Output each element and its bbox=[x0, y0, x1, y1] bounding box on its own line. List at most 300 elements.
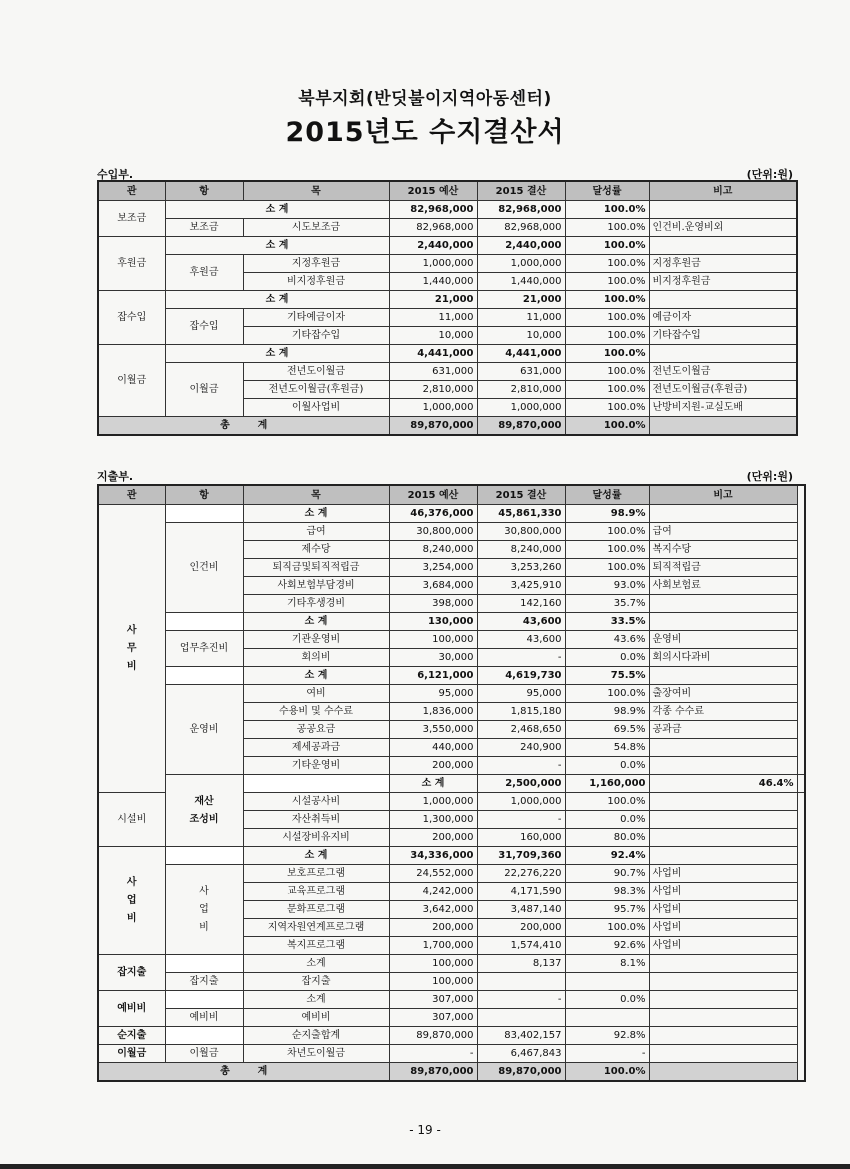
mok-cell: 비지정후원금 bbox=[243, 273, 389, 291]
budget-cell: 1,000,000 bbox=[389, 793, 477, 811]
rate-cell: 100.0% bbox=[565, 523, 649, 541]
result-cell bbox=[477, 1009, 565, 1027]
subtotal-label: 소 계 bbox=[165, 201, 389, 219]
result-cell: 83,402,157 bbox=[477, 1027, 565, 1045]
rate-cell: 90.7% bbox=[565, 865, 649, 883]
result-cell: 11,000 bbox=[477, 309, 565, 327]
total-rate: 100.0% bbox=[565, 417, 649, 436]
note-cell bbox=[649, 973, 797, 991]
note-cell: 사업비 bbox=[649, 883, 797, 901]
subtotal-budget: 34,336,000 bbox=[389, 847, 477, 865]
subtotal-label: 소 계 bbox=[165, 291, 389, 309]
table-row bbox=[98, 255, 797, 273]
rate-cell: 100.0% bbox=[565, 381, 649, 399]
total-label-a: 총 bbox=[220, 420, 230, 431]
note-cell bbox=[797, 775, 805, 793]
subtotal-budget: 130,000 bbox=[389, 613, 477, 631]
result-cell: 3,487,140 bbox=[477, 901, 565, 919]
total-label-b: 계 bbox=[257, 1066, 268, 1077]
rate-cell bbox=[565, 973, 649, 991]
budget-cell: 200,000 bbox=[389, 829, 477, 847]
mok-cell: 사회보험부담경비 bbox=[243, 577, 389, 595]
net-expense-row bbox=[98, 1027, 805, 1045]
mok-cell: 기타운영비 bbox=[243, 757, 389, 775]
note-cell bbox=[649, 757, 797, 775]
total-budget: 89,870,000 bbox=[389, 417, 477, 436]
subtotal-rate: 8.1% bbox=[565, 955, 649, 973]
rate-cell bbox=[565, 1009, 649, 1027]
subtotal-budget: 307,000 bbox=[389, 991, 477, 1009]
rate-cell: 100.0% bbox=[565, 255, 649, 273]
col-budget: 2015 예산 bbox=[389, 181, 477, 201]
col-result: 2015 결산 bbox=[477, 181, 565, 201]
note-cell bbox=[649, 1045, 797, 1063]
rate-cell: 95.7% bbox=[565, 901, 649, 919]
table-row bbox=[98, 667, 805, 685]
rate-cell: 54.8% bbox=[565, 739, 649, 757]
note-cell: 인건비.운영비외 bbox=[649, 219, 797, 237]
income-header-row bbox=[98, 181, 797, 201]
note-cell bbox=[649, 829, 797, 847]
hang-cell: 운영비 bbox=[165, 685, 243, 775]
mok-cell: 수용비 및 수수료 bbox=[243, 703, 389, 721]
mok-cell: 기타예금이자 bbox=[243, 309, 389, 327]
col-gwan: 관 bbox=[98, 181, 165, 201]
income-total-row bbox=[98, 417, 797, 436]
subtotal-rate: 75.5% bbox=[565, 667, 649, 685]
note-cell bbox=[649, 291, 797, 309]
subtotal-budget: 46,376,000 bbox=[389, 505, 477, 523]
mok-cell: 시설공사비 bbox=[243, 793, 389, 811]
hang-char: 업 bbox=[199, 903, 209, 915]
subtotal-rate: 100.0% bbox=[565, 291, 649, 309]
note-cell: 비지정후원금 bbox=[649, 273, 797, 291]
note-cell bbox=[649, 417, 797, 436]
rate-cell: 100.0% bbox=[565, 541, 649, 559]
subtotal-rate: 0.0% bbox=[565, 991, 649, 1009]
gwan-cell bbox=[98, 847, 165, 955]
budget-cell: 1,700,000 bbox=[389, 937, 477, 955]
note-cell bbox=[649, 345, 797, 363]
total-label-a: 총 bbox=[220, 1066, 230, 1077]
budget-cell: 3,642,000 bbox=[389, 901, 477, 919]
gwan-cell: 잡지출 bbox=[98, 955, 165, 991]
budget-cell: 200,000 bbox=[389, 919, 477, 937]
document-title: 2015년도 수지결산서 bbox=[285, 117, 565, 148]
expense-section-label: 지출부. bbox=[97, 470, 134, 483]
expense-header-row bbox=[98, 485, 805, 505]
note-cell: 운영비 bbox=[649, 631, 797, 649]
gwan-cell: 예비비 bbox=[98, 991, 165, 1027]
mok-cell: 교육프로그램 bbox=[243, 883, 389, 901]
note-cell bbox=[649, 1063, 797, 1082]
mok-cell: 복지프로그램 bbox=[243, 937, 389, 955]
note-cell: 회의시다과비 bbox=[649, 649, 797, 667]
total-label bbox=[98, 417, 389, 436]
budget-cell: 24,552,000 bbox=[389, 865, 477, 883]
col-rate: 달성률 bbox=[565, 485, 649, 505]
subtotal-result: 31,709,360 bbox=[477, 847, 565, 865]
subtotal-result: - bbox=[477, 991, 565, 1009]
note-cell: 사업비 bbox=[649, 937, 797, 955]
subtotal-label: 소 계 bbox=[165, 345, 389, 363]
table-row bbox=[98, 613, 805, 631]
mok-cell: 문화프로그램 bbox=[243, 901, 389, 919]
budget-cell: 440,000 bbox=[389, 739, 477, 757]
result-cell: 95,000 bbox=[477, 685, 565, 703]
budget-cell: 398,000 bbox=[389, 595, 477, 613]
subtotal-result: 45,861,330 bbox=[477, 505, 565, 523]
mok-cell: 공공요금 bbox=[243, 721, 389, 739]
gwan-cell: 이월금 bbox=[98, 345, 165, 417]
hang-cell bbox=[165, 505, 243, 523]
gwan-char: 비 bbox=[126, 912, 137, 924]
hang-cell bbox=[165, 613, 243, 631]
expense-unit-label: (단위:원) bbox=[746, 470, 793, 483]
subtotal-budget: 2,440,000 bbox=[389, 237, 477, 255]
table-row bbox=[98, 237, 797, 255]
budget-cell: 30,000 bbox=[389, 649, 477, 667]
result-cell: 43,600 bbox=[477, 631, 565, 649]
col-gwan: 관 bbox=[98, 485, 165, 505]
table-row bbox=[98, 973, 805, 991]
table-row bbox=[98, 1009, 805, 1027]
subtotal-rate: 100.0% bbox=[565, 345, 649, 363]
hang-cell: 보조금 bbox=[165, 219, 243, 237]
result-cell: 1,815,180 bbox=[477, 703, 565, 721]
hang-cell: 후원금 bbox=[165, 255, 243, 291]
subtotal-label: 소 계 bbox=[243, 505, 389, 523]
gwan-char: 무 bbox=[126, 642, 137, 654]
table-row bbox=[98, 523, 805, 541]
gwan-char: 업 bbox=[126, 894, 137, 906]
rate-cell: 98.3% bbox=[565, 883, 649, 901]
subtotal-result: 21,000 bbox=[477, 291, 565, 309]
subtotal-result: 2,440,000 bbox=[477, 237, 565, 255]
note-cell bbox=[649, 595, 797, 613]
mok-cell: 이월사업비 bbox=[243, 399, 389, 417]
budget-cell: 11,000 bbox=[389, 309, 477, 327]
table-row bbox=[98, 865, 805, 883]
total-label bbox=[98, 1063, 389, 1082]
hang-cell: 잡수입 bbox=[165, 309, 243, 345]
budget-cell: 100,000 bbox=[389, 973, 477, 991]
col-rate: 달성률 bbox=[565, 181, 649, 201]
budget-cell: 3,684,000 bbox=[389, 577, 477, 595]
note-cell bbox=[649, 847, 797, 865]
mok-cell: 차년도이월금 bbox=[243, 1045, 389, 1063]
note-cell: 예금이자 bbox=[649, 309, 797, 327]
budget-cell: 1,836,000 bbox=[389, 703, 477, 721]
note-cell: 급여 bbox=[649, 523, 797, 541]
result-cell bbox=[477, 973, 565, 991]
rate-cell: 100.0% bbox=[565, 399, 649, 417]
note-cell bbox=[649, 201, 797, 219]
col-hang: 항 bbox=[165, 181, 243, 201]
gwan-char: 비 bbox=[126, 660, 137, 672]
result-cell: 200,000 bbox=[477, 919, 565, 937]
hang-cell: 시설비 bbox=[98, 793, 165, 847]
result-cell: 631,000 bbox=[477, 363, 565, 381]
rate-cell: 69.5% bbox=[565, 721, 649, 739]
rate-cell: 100.0% bbox=[565, 919, 649, 937]
note-cell bbox=[649, 793, 797, 811]
subtotal-rate: 92.4% bbox=[565, 847, 649, 865]
col-hang: 항 bbox=[165, 485, 243, 505]
hang-cell bbox=[165, 667, 243, 685]
gwan-cell: 후원금 bbox=[98, 237, 165, 291]
note-cell: 출장여비 bbox=[649, 685, 797, 703]
hang-cell: 예비비 bbox=[165, 1009, 243, 1027]
note-cell: 각종 수수료 bbox=[649, 703, 797, 721]
rate-cell: 43.6% bbox=[565, 631, 649, 649]
rate-cell: - bbox=[565, 1045, 649, 1063]
result-cell: 10,000 bbox=[477, 327, 565, 345]
subtotal-result: 4,619,730 bbox=[477, 667, 565, 685]
note-cell bbox=[649, 739, 797, 757]
subtotal-label: 소계 bbox=[243, 991, 389, 1009]
total-rate: 100.0% bbox=[565, 1063, 649, 1082]
rate-cell: 100.0% bbox=[565, 685, 649, 703]
hang-cell bbox=[165, 847, 243, 865]
subtotal-budget: 100,000 bbox=[389, 955, 477, 973]
subtotal-budget: 82,968,000 bbox=[389, 201, 477, 219]
budget-cell: 631,000 bbox=[389, 363, 477, 381]
result-cell: 6,467,843 bbox=[477, 1045, 565, 1063]
subtotal-label: 소 계 bbox=[243, 847, 389, 865]
table-row bbox=[98, 991, 805, 1009]
mok-cell: 잡지출 bbox=[243, 973, 389, 991]
gwan-cell: 잡수입 bbox=[98, 291, 165, 345]
col-note: 비고 bbox=[649, 181, 797, 201]
rate-cell: 0.0% bbox=[565, 757, 649, 775]
hang-cell bbox=[243, 775, 389, 793]
table-row bbox=[98, 201, 797, 219]
rate-cell: 100.0% bbox=[565, 273, 649, 291]
note-cell bbox=[649, 955, 797, 973]
hang-cell: 잡지출 bbox=[165, 973, 243, 991]
page-number: - 19 - bbox=[409, 1123, 441, 1137]
hang-cell: 인건비 bbox=[165, 523, 243, 613]
subtotal-budget: 2,500,000 bbox=[477, 775, 565, 793]
mok-cell: 시설장비유지비 bbox=[243, 829, 389, 847]
result-cell: 1,574,410 bbox=[477, 937, 565, 955]
budget-cell: 100,000 bbox=[389, 631, 477, 649]
gwan-char: 사 bbox=[126, 876, 137, 888]
subtotal-result: 8,137 bbox=[477, 955, 565, 973]
mok-cell: 보호프로그램 bbox=[243, 865, 389, 883]
note-cell: 전년도이월금(후원금) bbox=[649, 381, 797, 399]
total-budget: 89,870,000 bbox=[389, 1063, 477, 1082]
gwan-cell: 순지출 bbox=[98, 1027, 165, 1045]
result-cell: 2,468,650 bbox=[477, 721, 565, 739]
note-cell bbox=[649, 613, 797, 631]
budget-cell: 82,968,000 bbox=[389, 219, 477, 237]
note-cell bbox=[649, 667, 797, 685]
income-section-label: 수입부. bbox=[97, 168, 134, 181]
result-cell: 1,000,000 bbox=[477, 255, 565, 273]
gwan-char: 사 bbox=[126, 624, 137, 636]
table-row bbox=[98, 955, 805, 973]
mok-cell: 퇴직금및퇴직적립금 bbox=[243, 559, 389, 577]
result-cell: 2,810,000 bbox=[477, 381, 565, 399]
mok-cell: 시도보조금 bbox=[243, 219, 389, 237]
mok-cell: 기타잡수입 bbox=[243, 327, 389, 345]
budget-cell: 1,300,000 bbox=[389, 811, 477, 829]
result-cell: 3,425,910 bbox=[477, 577, 565, 595]
gwan-cell: 이월금 bbox=[98, 1045, 165, 1063]
note-cell: 기타잡수입 bbox=[649, 327, 797, 345]
total-label-b: 계 bbox=[257, 420, 268, 431]
note-cell: 사업비 bbox=[649, 865, 797, 883]
rate-cell: 92.8% bbox=[565, 1027, 649, 1045]
table-row bbox=[98, 291, 797, 309]
table-row bbox=[98, 345, 797, 363]
mok-cell: 예비비 bbox=[243, 1009, 389, 1027]
mok-cell: 제수당 bbox=[243, 541, 389, 559]
result-cell: 1,440,000 bbox=[477, 273, 565, 291]
mok-cell: 기관운영비 bbox=[243, 631, 389, 649]
gwan-line: 조성비 bbox=[189, 813, 219, 825]
rate-cell: 0.0% bbox=[565, 811, 649, 829]
expense-total-row bbox=[98, 1063, 805, 1082]
note-cell: 사업비 bbox=[649, 901, 797, 919]
subtotal-label: 소 계 bbox=[243, 667, 389, 685]
hang-char: 사 bbox=[199, 885, 209, 897]
gwan-cell: 보조금 bbox=[98, 201, 165, 237]
budget-cell: 1,440,000 bbox=[389, 273, 477, 291]
hang-cell bbox=[165, 991, 243, 1009]
note-cell bbox=[649, 505, 797, 523]
rate-cell: 35.7% bbox=[565, 595, 649, 613]
budget-cell: 307,000 bbox=[389, 1009, 477, 1027]
rate-cell: 100.0% bbox=[565, 559, 649, 577]
gwan-line: 재산 bbox=[194, 795, 214, 807]
budget-cell: 8,240,000 bbox=[389, 541, 477, 559]
subtotal-label: 소 계 bbox=[243, 613, 389, 631]
result-cell: 1,000,000 bbox=[477, 793, 565, 811]
result-cell: 1,000,000 bbox=[477, 399, 565, 417]
note-cell: 사업비 bbox=[649, 919, 797, 937]
total-result: 89,870,000 bbox=[477, 1063, 565, 1082]
hang-cell: 업무추진비 bbox=[165, 631, 243, 667]
result-cell: 82,968,000 bbox=[477, 219, 565, 237]
result-cell: 142,160 bbox=[477, 595, 565, 613]
mok-cell: 지정후원금 bbox=[243, 255, 389, 273]
table-row bbox=[98, 775, 805, 793]
rate-cell: 100.0% bbox=[565, 219, 649, 237]
budget-cell: 3,550,000 bbox=[389, 721, 477, 739]
rate-cell: 100.0% bbox=[565, 309, 649, 327]
result-cell: 160,000 bbox=[477, 829, 565, 847]
subtotal-rate: 100.0% bbox=[565, 237, 649, 255]
income-table bbox=[97, 180, 798, 436]
rate-cell: 80.0% bbox=[565, 829, 649, 847]
col-mok: 목 bbox=[243, 181, 389, 201]
note-cell: 사회보험료 bbox=[649, 577, 797, 595]
subtotal-budget: 21,000 bbox=[389, 291, 477, 309]
subtotal-result: 4,441,000 bbox=[477, 345, 565, 363]
subtotal-label: 소 계 bbox=[389, 775, 477, 793]
mok-cell: 제세공과금 bbox=[243, 739, 389, 757]
note-cell: 퇴직적립금 bbox=[649, 559, 797, 577]
subtotal-rate: 46.4% bbox=[649, 775, 797, 793]
mok-cell: 전년도이월금(후원금) bbox=[243, 381, 389, 399]
note-cell bbox=[649, 1009, 797, 1027]
subtotal-label: 소 계 bbox=[165, 237, 389, 255]
mok-cell: 여비 bbox=[243, 685, 389, 703]
result-cell: - bbox=[477, 757, 565, 775]
hang-cell: 이월금 bbox=[165, 363, 243, 417]
budget-cell: 1,000,000 bbox=[389, 255, 477, 273]
note-cell bbox=[649, 811, 797, 829]
rate-cell: 0.0% bbox=[565, 649, 649, 667]
scan-edge bbox=[0, 1164, 850, 1169]
subtotal-result: 82,968,000 bbox=[477, 201, 565, 219]
col-budget: 2015 예산 bbox=[389, 485, 477, 505]
subtotal-rate: 33.5% bbox=[565, 613, 649, 631]
table-row bbox=[98, 685, 805, 703]
budget-cell: 200,000 bbox=[389, 757, 477, 775]
note-cell: 난방비지원-교실도배 bbox=[649, 399, 797, 417]
budget-cell: 10,000 bbox=[389, 327, 477, 345]
table-row bbox=[98, 631, 805, 649]
note-cell: 복지수당 bbox=[649, 541, 797, 559]
hang-cell bbox=[165, 955, 243, 973]
note-cell bbox=[649, 991, 797, 1009]
subtotal-rate: 98.9% bbox=[565, 505, 649, 523]
subtotal-rate: 100.0% bbox=[565, 201, 649, 219]
table-row bbox=[98, 309, 797, 327]
budget-cell: 4,242,000 bbox=[389, 883, 477, 901]
expense-table bbox=[97, 484, 806, 1082]
rate-cell: 100.0% bbox=[565, 363, 649, 381]
result-cell: - bbox=[477, 811, 565, 829]
gwan-cell bbox=[98, 505, 165, 793]
table-row bbox=[98, 847, 805, 865]
budget-cell: - bbox=[389, 1045, 477, 1063]
hang-cell: 이월금 bbox=[165, 1045, 243, 1063]
subtotal-result: 1,160,000 bbox=[565, 775, 649, 793]
mok-cell: 지역자원연계프로그램 bbox=[243, 919, 389, 937]
budget-cell: 1,000,000 bbox=[389, 399, 477, 417]
hang-cell bbox=[165, 1027, 243, 1045]
note-cell: 지정후원금 bbox=[649, 255, 797, 273]
subtotal-budget: 6,121,000 bbox=[389, 667, 477, 685]
note-cell bbox=[649, 237, 797, 255]
income-unit-label: (단위:원) bbox=[746, 168, 793, 181]
total-result: 89,870,000 bbox=[477, 417, 565, 436]
budget-cell: 95,000 bbox=[389, 685, 477, 703]
result-cell: 3,253,260 bbox=[477, 559, 565, 577]
subtotal-label: 소계 bbox=[243, 955, 389, 973]
note-cell: 전년도이월금 bbox=[649, 363, 797, 381]
table-row bbox=[98, 363, 797, 381]
col-result: 2015 결산 bbox=[477, 485, 565, 505]
col-mok: 목 bbox=[243, 485, 389, 505]
mok-cell: 순지출합계 bbox=[243, 1027, 389, 1045]
mok-cell: 전년도이월금 bbox=[243, 363, 389, 381]
result-cell: 30,800,000 bbox=[477, 523, 565, 541]
table-row bbox=[98, 505, 805, 523]
budget-cell: 3,254,000 bbox=[389, 559, 477, 577]
rate-cell: 100.0% bbox=[565, 793, 649, 811]
mok-cell: 급여 bbox=[243, 523, 389, 541]
hang-char: 비 bbox=[199, 921, 209, 933]
gwan-cell bbox=[165, 775, 243, 847]
org-title: 북부지회(반딧불이지역아동센터) bbox=[298, 89, 552, 109]
budget-cell: 2,810,000 bbox=[389, 381, 477, 399]
